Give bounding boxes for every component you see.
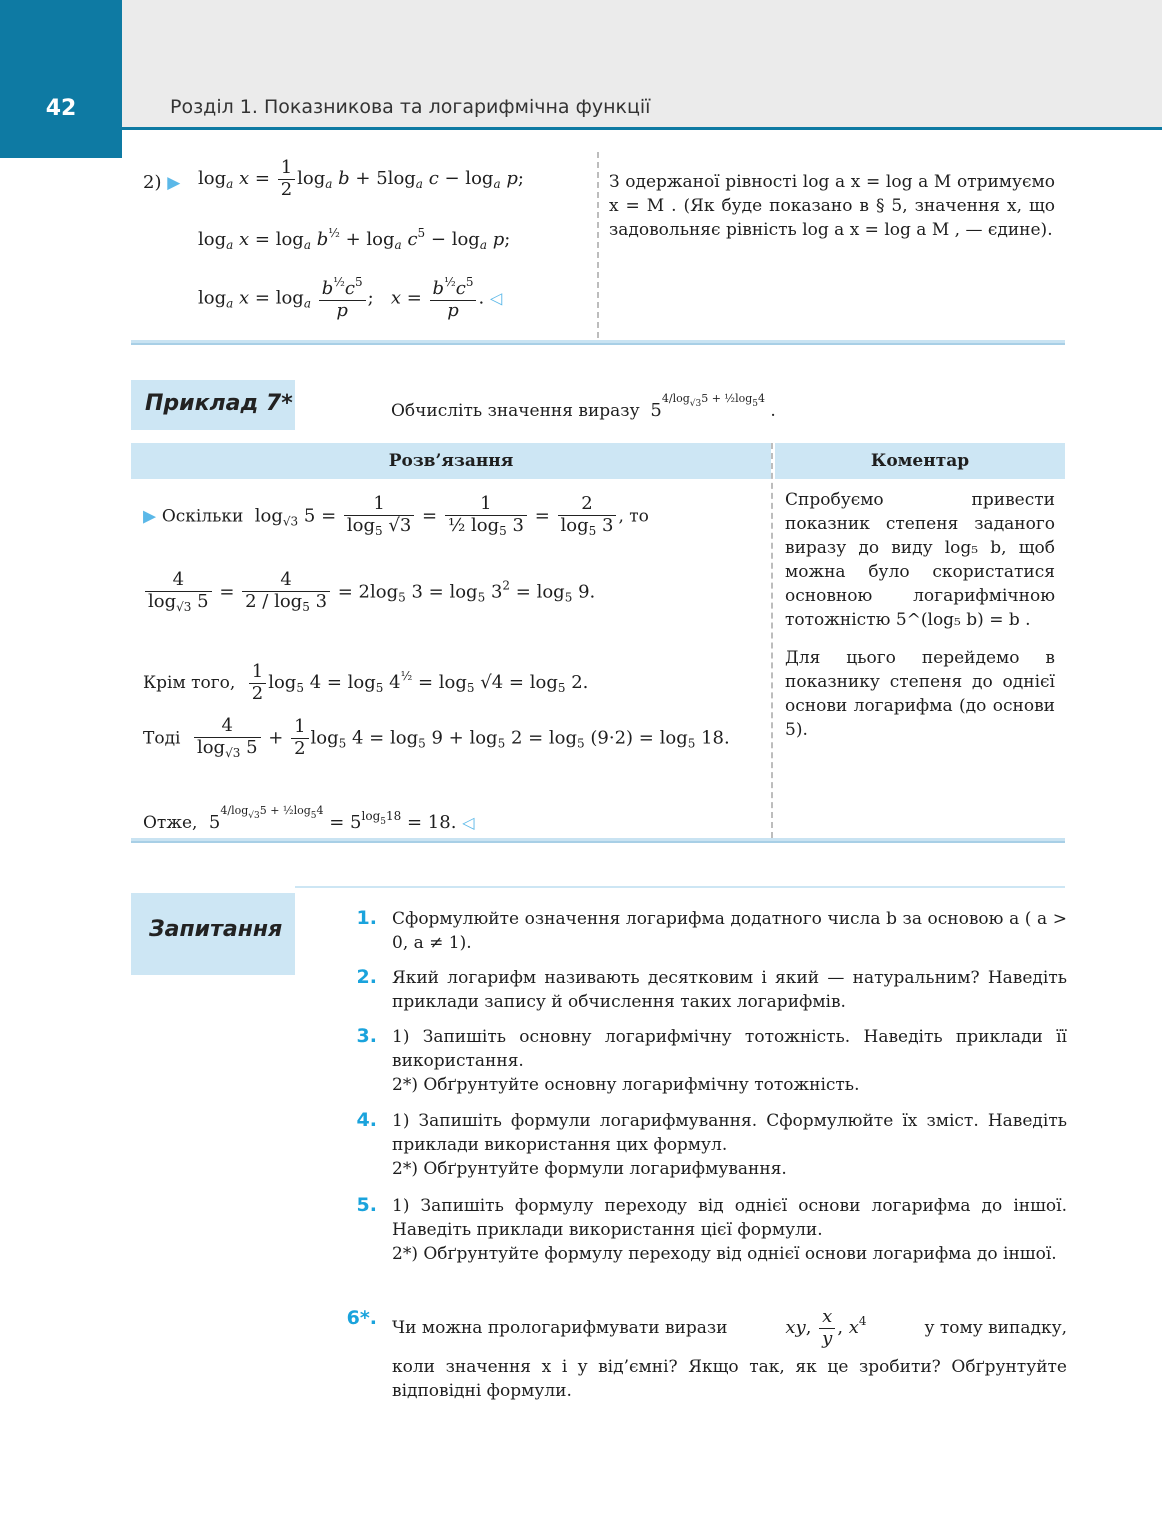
header-rule <box>122 127 1162 130</box>
play-marker-icon: ▶ <box>143 506 157 527</box>
solution-line-1: ▶ Оскільки $\log_{√3} 5$ = $\frac{1}{\log_5 √3}$ = $\frac{1}{\frac{1}{2} \log_5 3}$ = $\frac{2}{\log_5 3}$ , то <box>143 493 649 538</box>
question-text: 1) Запишіть основну логарифмічну тотожність. Наведіть приклади її використання. <box>392 1027 1067 1071</box>
question-number: 5. <box>356 1194 377 1216</box>
end-marker-icon: ◁ <box>462 813 475 832</box>
solution-line-4: Тоді $\frac{4}{\log_{√3} 5}$ + $\frac{1}{2}$ $\log_5 4 = \log_5 9 + \log_5 2 = \log_5 (9\cdot 2) = \log_5 18$. <box>143 715 730 760</box>
question-text: Сформулюйте означення логарифма додатного числа b за основою a ( a > 0, a ≠ 1). <box>392 909 1067 953</box>
table-divider <box>771 443 773 838</box>
prev-item-label: 2) ▶ <box>143 172 181 193</box>
page-number: 42 <box>45 96 77 121</box>
question-text: 1) Запишіть формули логарифмування. Сформулюйте їх зміст. Наведіть приклади використання цих формул. <box>392 1111 1067 1155</box>
question-subtext: 2*) Обґрунтуйте основну логарифмічну тотожність. <box>392 1075 860 1095</box>
question-text: у тому випадку, <box>924 1318 1067 1339</box>
question-subtext: 2*) Обґрунтуйте формулу переходу від однієї основи логарифма до іншої. <box>392 1244 1057 1264</box>
prev-comment: З одержаної рівності log a x = log a M отримуємо x = M . (Як буде показано в § 5, значення x, що задовольняє рівність log a x = log a M , — єдине). <box>609 172 1055 240</box>
comment-paragraph-1: Спробуємо привести показник степеня заданого виразу до виду log₅ b, щоб можна було скористатися основною логарифмічною тотожністю 5^(log₅ b) = b . <box>785 490 1055 630</box>
end-marker-icon: ◁ <box>489 288 503 308</box>
question-number: 1. <box>356 907 377 929</box>
example-tag: Приклад 7* <box>131 380 295 430</box>
questions-tag: Запитання <box>131 893 295 975</box>
chapter-title: Розділ 1. Показникова та логарифмічна функції <box>170 96 651 118</box>
question-text: 1) Запишіть формулу переходу від однієї основи логарифма до іншої. Наведіть приклади використання цієї формули. <box>392 1196 1067 1240</box>
solution-line-3: Крім того, $\frac{1}{2}$ $\log_5 4 = \log_5 4^{\frac{1}{2}} = \log_5 √4 = \log_5 2$. <box>143 661 589 704</box>
question-number: 2. <box>356 966 377 988</box>
example-task: Обчисліть значення виразу $5^{4/log_{√3}5 + \frac{1}{2}log_54}$ . <box>391 392 776 421</box>
column-divider <box>597 152 599 338</box>
comment-header: Коментар <box>775 443 1065 479</box>
question-formula: xy, $\frac{x}{y}$ , $x^4$ <box>785 1306 867 1349</box>
questions-rule <box>295 886 1065 888</box>
question-subtext: 2*) Обґрунтуйте формули логарифмування. <box>392 1159 787 1179</box>
play-marker-icon: ▶ <box>167 173 181 193</box>
question-number: 4. <box>356 1109 377 1131</box>
formula-line-3: $\log_a x = \log_a$ $\frac{b^{\frac{1}{2}}c^5}{p}$ ; x = $\frac{b^{\frac{1}{2}}c^5}{p}$ . ◁ <box>198 275 503 321</box>
formula-line-1: $\log_a x$ = $\frac{1}{2}$ $\log_a b + 5\log_a$ $c - \log_a p$; <box>198 157 524 200</box>
question-subtext: коли значення x і y від’ємні? Якщо так, як це зробити? Обґрунтуйте відповідні формули. <box>392 1357 1067 1402</box>
section-separator <box>131 340 1065 345</box>
comment-paragraph-2: Для цього перейдемо в показнику степеня до однієї основи логарифма (до основи 5). <box>785 648 1055 740</box>
solution-header: Розв’язання <box>131 443 771 479</box>
question-number: 3. <box>356 1025 377 1047</box>
question-number: 6*. <box>346 1307 377 1329</box>
question-text: Який логарифм називають десятковим і який — натуральним? Наведіть приклади запису й обчислення таких логарифмів. <box>392 968 1067 1012</box>
section-separator <box>131 838 1065 843</box>
page-number-box <box>0 0 122 158</box>
solution-line-2: $\frac{4}{\log_{√3} 5}$ = $\frac{4}{2 / \log_5 3}$ = $2\log_5$ $3 = \log_5 3^2 = \log_5 9$. <box>143 570 595 614</box>
formula-line-2: $\log_a x = \log_a b^{\frac{1}{2}} + \log_a c^5 - \log_a p$; <box>198 226 511 252</box>
solution-line-5: Отже, $5^{4/log_{√3}5 + \frac{1}{2}log_54} = 5^{log_518} = 18$. ◁ <box>143 804 475 833</box>
question-text: Чи можна прологарифмувати вирази <box>392 1318 728 1339</box>
